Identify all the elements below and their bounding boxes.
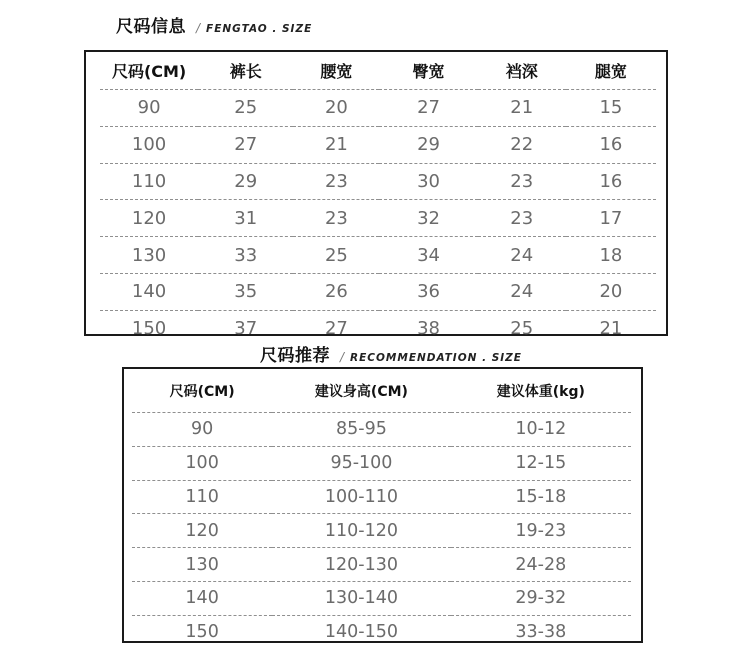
table-cell: 24 <box>478 237 566 274</box>
table-cell: 22 <box>478 126 566 163</box>
table-cell: 21 <box>478 90 566 127</box>
size-info-column-header: 臀宽 <box>412 62 445 81</box>
table-row <box>132 413 631 447</box>
table-cell: 23 <box>293 200 379 237</box>
table-cell: 37 <box>198 310 293 346</box>
size-info-body <box>100 90 656 347</box>
title-separator: / <box>196 21 201 35</box>
table-cell: 32 <box>379 200 477 237</box>
table-cell: 100-110 <box>272 480 450 514</box>
table-row <box>100 237 656 274</box>
table-cell: 25 <box>478 310 566 346</box>
size-info-title: 尺码信息 <box>116 17 186 37</box>
recommendation-body <box>132 413 631 649</box>
table-cell: 33 <box>198 237 293 274</box>
size-info-column-header: 腰宽 <box>320 62 353 81</box>
size-info-column-header: 裆深 <box>505 62 538 81</box>
size-info-column-header: 尺码(CM) <box>111 62 187 81</box>
table-cell: 23 <box>478 200 566 237</box>
table-cell: 95-100 <box>272 446 450 480</box>
table-cell: 27 <box>293 310 379 346</box>
table-row <box>132 581 631 615</box>
table-cell: 110 <box>100 163 198 200</box>
table-cell: 140 <box>100 273 198 310</box>
table-row <box>132 514 631 548</box>
table-cell: 21 <box>293 126 379 163</box>
table-cell: 34 <box>379 237 477 274</box>
recommendation-heading <box>260 341 522 366</box>
table-cell: 38 <box>379 310 477 346</box>
table-cell: 21 <box>566 310 656 346</box>
table-row <box>100 163 656 200</box>
recommendation-subtitle: RECOMMENDATION . SIZE <box>350 352 522 364</box>
table-cell: 10-12 <box>451 413 631 447</box>
size-info-table-frame <box>84 50 668 340</box>
table-cell: 26 <box>293 273 379 310</box>
table-row <box>132 480 631 514</box>
recommendation-column-header: 尺码(CM) <box>169 383 235 400</box>
table-cell: 35 <box>198 273 293 310</box>
table-cell: 110-120 <box>272 514 450 548</box>
table-cell: 19-23 <box>451 514 631 548</box>
table-cell: 140-150 <box>272 615 450 648</box>
table-cell: 12-15 <box>451 446 631 480</box>
size-info-subtitle: FENGTAO . SIZE <box>206 23 313 35</box>
table-cell: 90 <box>100 90 198 127</box>
size-info-column-header: 裤长 <box>229 62 262 81</box>
table-cell: 16 <box>566 126 656 163</box>
table-cell: 23 <box>478 163 566 200</box>
size-info-table <box>100 52 656 347</box>
table-cell: 15-18 <box>451 480 631 514</box>
title-separator: / <box>340 350 345 364</box>
table-cell: 120 <box>132 514 272 548</box>
table-cell: 29-32 <box>451 581 631 615</box>
recommendation-column-header: 建议身高(CM) <box>314 383 408 400</box>
table-cell: 17 <box>566 200 656 237</box>
table-row <box>100 126 656 163</box>
size-info-header-row <box>100 52 656 90</box>
table-row <box>132 615 631 648</box>
table-cell: 31 <box>198 200 293 237</box>
table-cell: 29 <box>198 163 293 200</box>
table-row <box>100 273 656 310</box>
table-cell: 33-38 <box>451 615 631 648</box>
table-row <box>132 446 631 480</box>
table-cell: 140 <box>132 581 272 615</box>
recommendation-header-row <box>132 369 631 413</box>
table-row <box>100 90 656 127</box>
table-cell: 150 <box>132 615 272 648</box>
table-cell: 20 <box>293 90 379 127</box>
table-cell: 20 <box>566 273 656 310</box>
table-cell: 27 <box>379 90 477 127</box>
table-cell: 25 <box>293 237 379 274</box>
recommendation-table <box>132 369 631 649</box>
table-cell: 130-140 <box>272 581 450 615</box>
table-cell: 130 <box>100 237 198 274</box>
recommendation-column-header: 建议体重(kg) <box>496 383 585 400</box>
table-cell: 36 <box>379 273 477 310</box>
table-cell: 100 <box>100 126 198 163</box>
table-cell: 24-28 <box>451 548 631 582</box>
table-cell: 23 <box>293 163 379 200</box>
table-cell: 120 <box>100 200 198 237</box>
table-cell: 15 <box>566 90 656 127</box>
table-cell: 150 <box>100 310 198 346</box>
table-cell: 24 <box>478 273 566 310</box>
table-cell: 27 <box>198 126 293 163</box>
recommendation-title: 尺码推荐 <box>260 346 330 366</box>
recommendation-table-frame <box>122 367 643 643</box>
table-cell: 130 <box>132 548 272 582</box>
table-cell: 85-95 <box>272 413 450 447</box>
table-cell: 100 <box>132 446 272 480</box>
table-cell: 18 <box>566 237 656 274</box>
table-cell: 25 <box>198 90 293 127</box>
table-cell: 16 <box>566 163 656 200</box>
table-cell: 90 <box>132 413 272 447</box>
table-cell: 120-130 <box>272 548 450 582</box>
table-cell: 110 <box>132 480 272 514</box>
table-cell: 30 <box>379 163 477 200</box>
table-row <box>132 548 631 582</box>
size-info-column-header: 腿宽 <box>594 62 627 81</box>
size-info-heading <box>116 12 312 37</box>
table-cell: 29 <box>379 126 477 163</box>
table-row <box>100 200 656 237</box>
